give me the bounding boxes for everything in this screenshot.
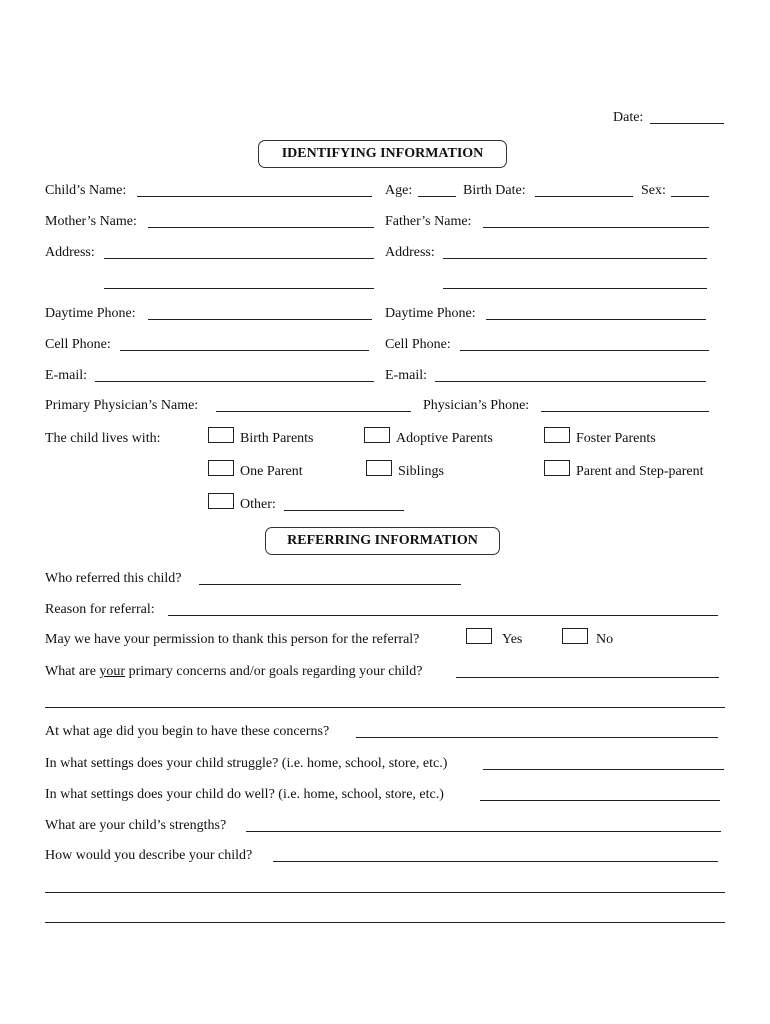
yes-checkbox[interactable] (466, 628, 492, 644)
parent-step-label: Parent and Step-parent (576, 464, 704, 479)
other-field[interactable] (284, 510, 404, 511)
concerns-field-2[interactable] (45, 707, 725, 708)
daytime-phone-label-right: Daytime Phone: (385, 306, 476, 321)
birth-date-label: Birth Date: (463, 183, 526, 198)
lives-with-label: The child lives with: (45, 431, 161, 446)
concerns-field-1[interactable] (456, 677, 719, 678)
one-parent-checkbox[interactable] (208, 460, 234, 476)
age-label: Age: (385, 183, 413, 198)
concerns-emphasis: your (99, 664, 126, 679)
primary-physician-label: Primary Physician’s Name: (45, 398, 199, 413)
settings-struggle-field[interactable] (483, 769, 724, 770)
describe-label: How would you describe your child? (45, 848, 253, 863)
address-label-right: Address: (385, 245, 435, 260)
adoptive-parents-checkbox[interactable] (364, 427, 390, 443)
daytime-phone-field-left[interactable] (148, 319, 372, 320)
cell-phone-field-left[interactable] (120, 350, 369, 351)
age-field[interactable] (418, 196, 456, 197)
who-referred-label: Who referred this child? (45, 571, 182, 586)
section-title-identifying: IDENTIFYING INFORMATION (258, 140, 507, 168)
birth-parents-label: Birth Parents (240, 431, 314, 446)
other-label: Other: (240, 497, 276, 512)
settings-well-label: In what settings does your child do well? (i.e. home, school, store, etc.) (45, 787, 444, 802)
yes-label: Yes (502, 632, 523, 647)
no-checkbox[interactable] (562, 628, 588, 644)
childs-name-field[interactable] (137, 196, 372, 197)
reason-referral-field[interactable] (168, 615, 718, 616)
strengths-field[interactable] (246, 831, 721, 832)
date-label: Date: (613, 110, 644, 125)
describe-field-2[interactable] (45, 892, 725, 893)
parent-step-checkbox[interactable] (544, 460, 570, 476)
cell-phone-field-right[interactable] (460, 350, 709, 351)
strengths-label: What are your child’s strengths? (45, 818, 227, 833)
describe-field-3[interactable] (45, 922, 725, 923)
no-label: No (596, 632, 614, 647)
adoptive-parents-label: Adoptive Parents (396, 431, 493, 446)
section-title-referring: REFERRING INFORMATION (265, 527, 500, 555)
email-field-right[interactable] (435, 381, 706, 382)
one-parent-label: One Parent (240, 464, 303, 479)
email-label-right: E-mail: (385, 368, 427, 383)
describe-field-1[interactable] (273, 861, 718, 862)
address-field-right-2[interactable] (443, 288, 707, 289)
age-concerns-field[interactable] (356, 737, 718, 738)
concerns-label: What are your primary concerns and/or goals regarding your child? (45, 664, 423, 679)
sex-label: Sex: (641, 183, 666, 198)
mothers-name-label: Mother’s Name: (45, 214, 137, 229)
address-label-left: Address: (45, 245, 95, 260)
age-concerns-label: At what age did you begin to have these concerns? (45, 724, 330, 739)
fathers-name-field[interactable] (483, 227, 709, 228)
sex-field[interactable] (671, 196, 709, 197)
email-label-left: E-mail: (45, 368, 87, 383)
settings-well-field[interactable] (480, 800, 720, 801)
daytime-phone-label-left: Daytime Phone: (45, 306, 136, 321)
date-field[interactable] (650, 123, 724, 124)
email-field-left[interactable] (95, 381, 374, 382)
mothers-name-field[interactable] (148, 227, 374, 228)
permission-label: May we have your permission to thank this person for the referral? (45, 632, 420, 647)
reason-referral-label: Reason for referral: (45, 602, 155, 617)
birth-date-field[interactable] (535, 196, 633, 197)
cell-phone-label-left: Cell Phone: (45, 337, 111, 352)
siblings-checkbox[interactable] (366, 460, 392, 476)
address-field-left-1[interactable] (104, 258, 374, 259)
foster-parents-checkbox[interactable] (544, 427, 570, 443)
physician-phone-field[interactable] (541, 411, 709, 412)
siblings-label: Siblings (398, 464, 444, 479)
physician-phone-label: Physician’s Phone: (423, 398, 530, 413)
settings-struggle-label: In what settings does your child struggle? (i.e. home, school, store, etc.) (45, 756, 448, 771)
foster-parents-label: Foster Parents (576, 431, 656, 446)
childs-name-label: Child’s Name: (45, 183, 127, 198)
primary-physician-field[interactable] (216, 411, 411, 412)
daytime-phone-field-right[interactable] (486, 319, 706, 320)
address-field-left-2[interactable] (104, 288, 374, 289)
cell-phone-label-right: Cell Phone: (385, 337, 451, 352)
fathers-name-label: Father’s Name: (385, 214, 472, 229)
address-field-right-1[interactable] (443, 258, 707, 259)
birth-parents-checkbox[interactable] (208, 427, 234, 443)
who-referred-field[interactable] (199, 584, 461, 585)
other-checkbox[interactable] (208, 493, 234, 509)
